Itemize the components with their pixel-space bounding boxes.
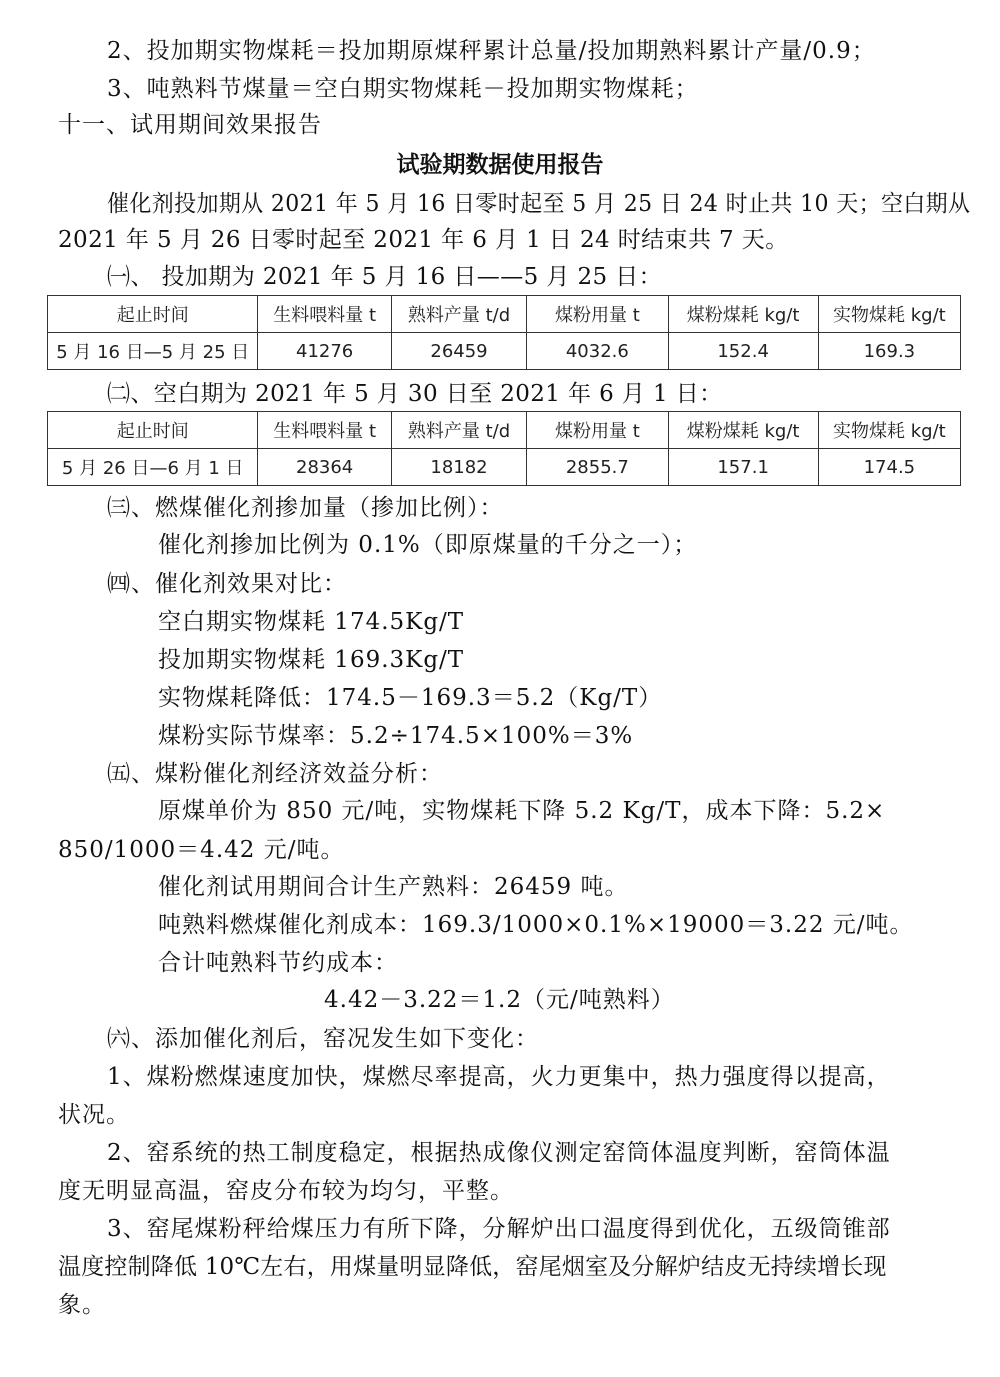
- table-cell: 41276: [258, 333, 391, 370]
- section3-heading: ㈢、燃煤催化剂掺加量（掺加比例）：: [107, 495, 504, 521]
- section6-line: 2、窑系统的热工制度稳定，根据热成像仪测定窑筒体温度判断，窑筒体温: [107, 1140, 891, 1166]
- table-cell: 5 月 26 日—6 月 1 日: [48, 449, 258, 486]
- section6-line: 象。: [58, 1292, 106, 1318]
- table-row: [48, 449, 961, 486]
- section3-text: 催化剂掺加比例为 0.1%（即原煤量的千分之一）；: [158, 532, 698, 558]
- section6-line: 状况。: [58, 1102, 130, 1128]
- header-cell: 生料喂料量 t: [258, 296, 391, 333]
- header-cell: 熟料产量 t/d: [391, 412, 526, 449]
- table-blank-period: [47, 411, 961, 486]
- header-cell: 煤粉用量 t: [527, 296, 668, 333]
- section5-line: 合计吨熟料节约成本：: [158, 950, 398, 976]
- table-header-row: [48, 412, 961, 449]
- section6-line: 1、煤粉燃煤速度加快，煤燃尽率提高，火力更集中，热力强度得以提高，: [107, 1064, 891, 1090]
- section6-line: 温度控制降低 10℃左右，用煤量明显降低，窑尾烟室及分解炉结皮无持续增长现: [58, 1254, 887, 1280]
- header-cell: 熟料产量 t/d: [391, 296, 526, 333]
- header-cell: 实物煤耗 kg/t: [818, 296, 960, 333]
- formula-line-2: 2、投加期实物煤耗＝投加期原煤秤累计总量/投加期熟料累计产量/0.9；: [107, 38, 876, 64]
- intro-line-1: 催化剂投加期从 2021 年 5 月 16 日零时起至 5 月 25 日 24 时止共 10 天；空白期从: [107, 191, 971, 217]
- table-cell: 4032.6: [527, 333, 668, 370]
- table-cell: 152.4: [668, 333, 818, 370]
- table-cell: 157.1: [668, 449, 818, 486]
- table-header-row: [48, 296, 961, 333]
- header-cell: 生料喂料量 t: [258, 412, 391, 449]
- section1-heading: ㈠、 投加期为 2021 年 5 月 16 日——5 月 25 日：: [107, 264, 663, 290]
- section5-result: 4.42－3.22＝1.2（元/吨熟料）: [324, 987, 675, 1013]
- table-cell: 18182: [391, 449, 526, 486]
- section4-heading: ㈣、催化剂效果对比：: [107, 571, 347, 597]
- section4-line: 煤粉实际节煤率：5.2÷174.5×100%＝3%: [158, 723, 634, 749]
- table-dosing-period: [47, 295, 961, 370]
- section5-line: 吨熟料燃煤催化剂成本：169.3/1000×0.1%×19000＝3.22 元/吨。: [158, 912, 914, 938]
- table-cell: 26459: [391, 333, 526, 370]
- section5-line: 850/1000＝4.42 元/吨。: [58, 837, 345, 863]
- header-cell: 煤粉煤耗 kg/t: [668, 296, 818, 333]
- section6-line: 3、窑尾煤粉秤给煤压力有所下降，分解炉出口温度得到优化，五级筒锥部: [107, 1216, 891, 1242]
- table-cell: 5 月 16 日—5 月 25 日: [48, 333, 258, 370]
- section4-line: 实物煤耗降低：174.5－169.3＝5.2（Kg/T）: [158, 685, 663, 711]
- header-cell: 煤粉用量 t: [527, 412, 668, 449]
- table-cell: 28364: [258, 449, 391, 486]
- section6-heading: ㈥、添加催化剂后，窑况发生如下变化：: [107, 1026, 539, 1052]
- section4-line: 空白期实物煤耗 174.5Kg/T: [158, 609, 465, 635]
- header-cell: 煤粉煤耗 kg/t: [668, 412, 818, 449]
- section-eleven-heading: 十一、试用期间效果报告: [58, 112, 322, 138]
- section6-line: 度无明显高温，窑皮分布较为均匀，平整。: [58, 1178, 514, 1204]
- table-cell: 2855.7: [527, 449, 668, 486]
- section5-heading: ㈤、煤粉催化剂经济效益分析：: [107, 761, 443, 787]
- intro-line-2: 2021 年 5 月 26 日零时起至 2021 年 6 月 1 日 24 时结束共 7 天。: [58, 227, 789, 253]
- table-cell: 174.5: [818, 449, 960, 486]
- table-row: [48, 333, 961, 370]
- formula-line-3: 3、吨熟料节煤量＝空白期实物煤耗－投加期实物煤耗；: [107, 76, 699, 102]
- section2-heading: ㈡、空白期为 2021 年 5 月 30 日至 2021 年 6 月 1 日：: [107, 381, 723, 407]
- header-cell: 起止时间: [48, 296, 258, 333]
- header-cell: 起止时间: [48, 412, 258, 449]
- table-cell: 169.3: [818, 333, 960, 370]
- report-title: 试验期数据使用报告: [396, 152, 604, 178]
- section5-line: 催化剂试用期间合计生产熟料：26459 吨。: [158, 874, 629, 900]
- section4-line: 投加期实物煤耗 169.3Kg/T: [158, 647, 465, 673]
- header-cell: 实物煤耗 kg/t: [818, 412, 960, 449]
- section5-line: 原煤单价为 850 元/吨，实物煤耗下降 5.2 Kg/T，成本下降：5.2×: [158, 798, 886, 824]
